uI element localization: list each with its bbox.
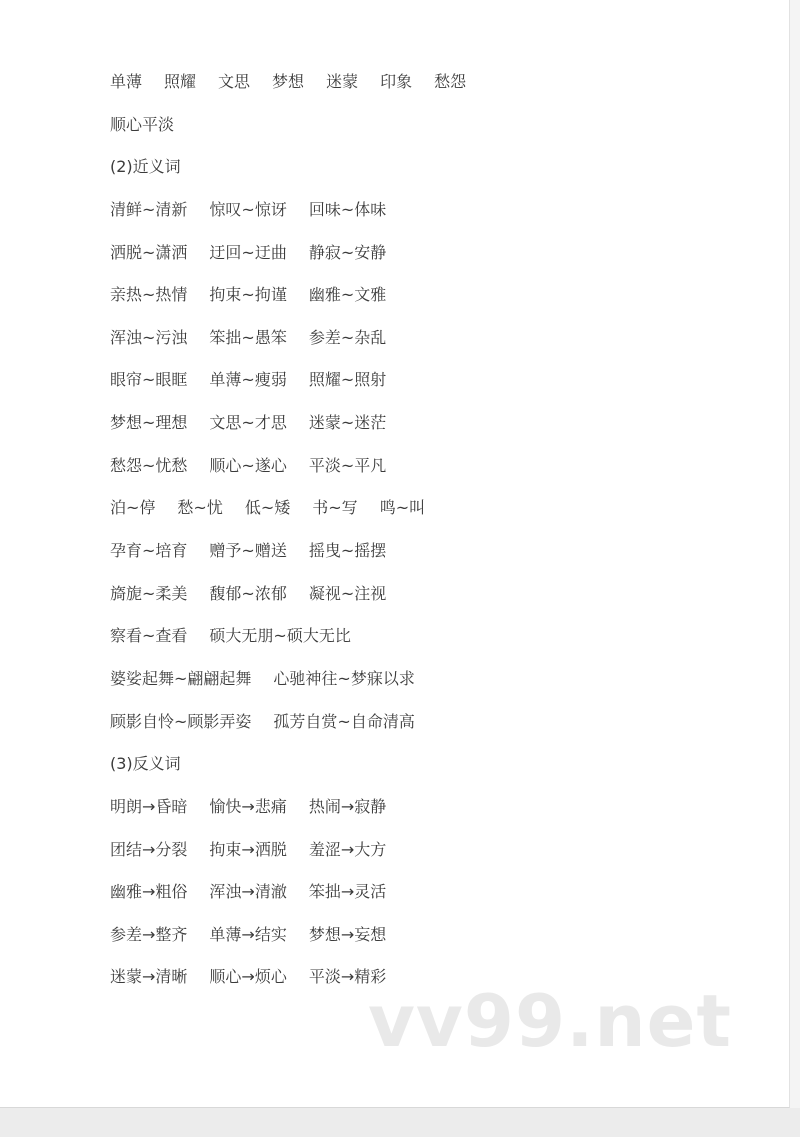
word-entry: 迷蒙~迷茫 (308, 413, 387, 433)
word-entry: 参差→整齐 (110, 924, 188, 944)
word-entry: 馥郁~浓郁 (209, 583, 287, 603)
vocabulary-list (110, 66, 730, 1004)
word-entry: 眼帘~眼眶 (110, 370, 188, 390)
word-entry: 拘束~拘谨 (209, 285, 287, 305)
word-entry: 平淡→精彩 (308, 967, 387, 987)
page-bottom-strip (0, 1108, 800, 1137)
word-entry: 幽雅~文雅 (308, 285, 387, 305)
word-entry: 平淡~平凡 (308, 455, 387, 475)
text-line (110, 919, 730, 962)
word-entry: 书~写 (312, 498, 358, 518)
text-line (110, 237, 730, 280)
word-entry: 孤芳自赏~自命清高 (273, 711, 415, 731)
word-entry: 照耀~照射 (308, 370, 387, 390)
text-line (110, 748, 730, 791)
text-line (110, 706, 730, 749)
word-entry: (3)反义词 (110, 754, 181, 774)
text-line (110, 322, 730, 365)
word-entry: 梦想 (272, 72, 305, 91)
word-entry: 幽雅→粗俗 (110, 882, 188, 902)
word-entry: 单薄~瘦弱 (209, 370, 287, 390)
text-line (110, 492, 730, 535)
word-entry: 顾影自怜~顾影弄姿 (110, 711, 252, 731)
word-entry: 浑浊~污浊 (110, 327, 188, 347)
word-entry: 梦想→妄想 (308, 924, 387, 944)
word-entry: 顺心~遂心 (209, 455, 287, 475)
word-entry: 浑浊→清澈 (209, 882, 287, 902)
word-entry: 清鲜~清新 (110, 199, 188, 219)
word-entry: 泊~停 (110, 498, 156, 518)
word-entry: 洒脱~潇洒 (110, 242, 188, 262)
word-entry: 文思~才思 (209, 413, 287, 433)
word-entry: 低~矮 (244, 498, 291, 518)
word-entry: 单薄→结实 (209, 924, 287, 944)
text-line (110, 194, 730, 237)
word-entry: 惊叹~惊讶 (209, 199, 287, 219)
word-entry: 愁怨 (434, 72, 467, 91)
watermark: vv99.net (368, 979, 732, 1063)
word-entry: 笨拙→灵活 (308, 882, 387, 902)
text-line (110, 876, 730, 919)
word-entry: 顺心平淡 (110, 114, 175, 134)
word-entry: 团结→分裂 (110, 839, 188, 859)
word-entry: 硕大无朋~硕大无比 (209, 626, 351, 646)
word-entry: 回味~体味 (308, 199, 387, 219)
word-entry: (2)近义词 (110, 157, 181, 177)
text-line (110, 109, 730, 152)
word-entry: 迷蒙 (326, 72, 359, 91)
text-line (110, 834, 730, 877)
text-line (110, 791, 730, 834)
word-entry: 明朗→昏暗 (110, 796, 188, 816)
word-entry: 参差~杂乱 (308, 327, 387, 347)
word-entry: 凝视~注视 (308, 583, 387, 603)
text-line (110, 66, 730, 109)
word-entry: 羞涩→大方 (308, 839, 387, 859)
word-entry: 迂回~迂曲 (209, 242, 287, 262)
word-entry: 愁怨~忧愁 (110, 455, 188, 475)
word-entry: 愉快→悲痛 (209, 796, 287, 816)
word-entry: 婆娑起舞~翩翩起舞 (110, 668, 252, 688)
word-entry: 照耀 (164, 72, 197, 91)
word-entry: 亲热~热情 (110, 285, 188, 305)
word-entry: 旖旎~柔美 (110, 583, 188, 603)
word-entry: 鸣~叫 (379, 498, 426, 518)
word-entry: 单薄 (110, 72, 143, 91)
word-entry: 赠予~赠送 (209, 541, 287, 561)
word-entry: 愁~忧 (177, 498, 223, 518)
text-line (110, 535, 730, 578)
word-entry: 热闹→寂静 (308, 796, 387, 816)
text-line (110, 151, 730, 194)
text-line (110, 620, 730, 663)
word-entry: 文思 (218, 72, 251, 91)
text-line (110, 407, 730, 450)
text-line (110, 663, 730, 706)
text-line (110, 364, 730, 407)
word-entry: 印象 (380, 72, 413, 91)
word-entry: 察看~查看 (110, 626, 188, 646)
word-entry: 静寂~安静 (308, 242, 387, 262)
text-line (110, 578, 730, 621)
word-entry: 孕育~培育 (110, 541, 188, 561)
word-entry: 梦想~理想 (110, 413, 188, 433)
word-entry: 摇曳~摇摆 (308, 541, 387, 561)
word-entry: 顺心→烦心 (209, 967, 287, 987)
word-entry: 迷蒙→清晰 (110, 967, 188, 987)
word-entry: 笨拙~愚笨 (209, 327, 287, 347)
word-entry: 拘束→洒脱 (209, 839, 287, 859)
word-entry: 心驰神往~梦寐以求 (273, 668, 415, 688)
text-line (110, 450, 730, 493)
text-line (110, 279, 730, 322)
